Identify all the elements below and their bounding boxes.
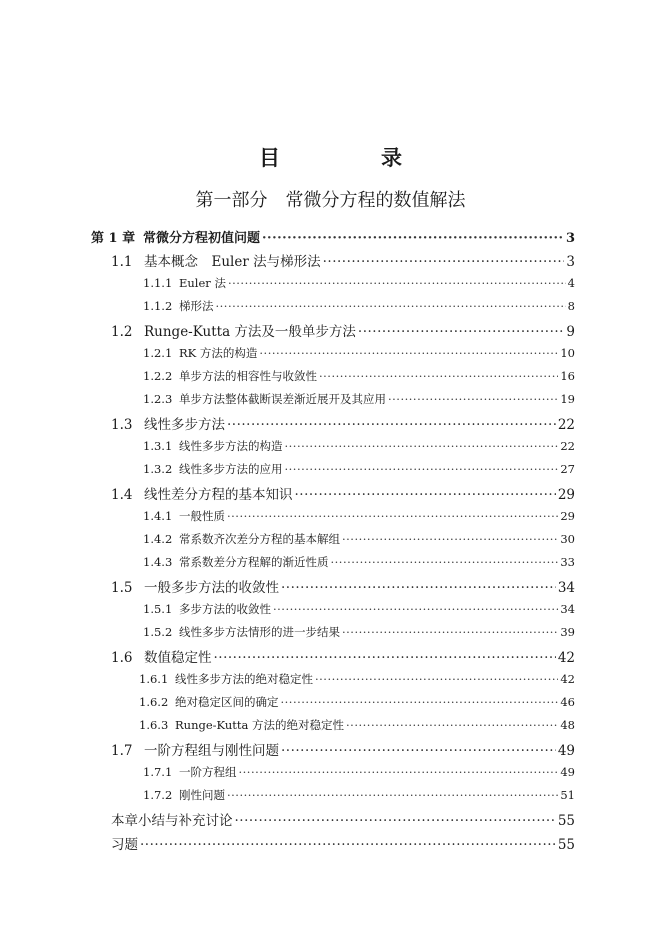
toc-page: 16 <box>560 369 575 383</box>
leader-dots <box>227 417 556 433</box>
leader-dots <box>235 813 556 829</box>
toc-title: 线性多步方法的应用 <box>179 462 283 476</box>
toc-entry-1-6-1[interactable] <box>139 671 575 687</box>
toc-page: 10 <box>560 346 575 360</box>
leader-dots <box>239 765 559 779</box>
toc-title: 单步方法的相容性与收敛性 <box>179 369 317 383</box>
toc-entry-1-5-1[interactable] <box>143 601 575 617</box>
toc-page: 22 <box>560 439 575 453</box>
toc-page: 30 <box>560 532 575 546</box>
toc-page: 19 <box>560 392 575 406</box>
toc-page: 8 <box>567 299 575 313</box>
toc-entry-chapter-summary[interactable] <box>111 809 575 829</box>
toc-title: 线性多步方法的构造 <box>179 439 283 453</box>
toc-entry-1-2[interactable] <box>111 320 575 340</box>
toc-number: 1.2 <box>111 324 133 340</box>
toc-entry-1-2-3[interactable] <box>143 391 575 407</box>
toc-page: 34 <box>557 580 575 596</box>
toc-number: 1.4 <box>111 487 133 503</box>
toc-number: 1.2.1 <box>143 346 173 360</box>
page-title: 目 录 <box>259 145 442 170</box>
toc-title: 绝对稳定区间的确定 <box>175 695 279 709</box>
toc-page: 51 <box>560 788 575 802</box>
toc-entry-1-4-1[interactable] <box>143 508 575 524</box>
toc-number: 1.6.2 <box>139 695 169 709</box>
toc-title: 一阶方程组与刚性问题 <box>144 743 279 759</box>
toc-entry-1-3[interactable] <box>111 413 575 433</box>
leader-dots <box>315 672 558 686</box>
toc-title: 数值稳定性 <box>144 650 212 666</box>
toc-page: 48 <box>560 718 575 732</box>
toc-number: 1.4.3 <box>143 555 173 569</box>
leader-dots <box>342 532 558 546</box>
toc-number: 1.4.1 <box>143 509 173 523</box>
toc-title: 单步方法整体截断误差渐近展开及其应用 <box>179 392 386 406</box>
toc-entry-1-4[interactable] <box>111 483 575 503</box>
toc-page: 29 <box>557 487 575 503</box>
toc-number: 1.2.2 <box>143 369 173 383</box>
toc-entry-1-1[interactable] <box>111 250 575 270</box>
toc-number: 1.5.1 <box>143 602 173 616</box>
leader-dots <box>227 788 558 802</box>
toc-page: 49 <box>557 743 575 759</box>
toc-page: 49 <box>560 765 575 779</box>
leader-dots <box>358 324 564 340</box>
toc-title: 刚性问题 <box>179 788 225 802</box>
toc-title: 一般性质 <box>179 509 225 523</box>
toc-number: 1.7.2 <box>143 788 173 802</box>
toc-number: 1.2.3 <box>143 392 173 406</box>
toc-title: 线性多步方法的绝对稳定性 <box>175 672 313 686</box>
toc-page: 9 <box>566 324 575 340</box>
toc-page: 3 <box>565 231 575 246</box>
leader-dots <box>346 718 558 732</box>
toc-entry-1-7-1[interactable] <box>143 764 575 780</box>
toc-entry-1-6-3[interactable] <box>139 717 575 733</box>
leader-dots <box>323 254 565 270</box>
toc-title: 线性差分方程的基本知识 <box>144 487 293 503</box>
toc-title: 常系数齐次差分方程的基本解组 <box>179 532 340 546</box>
toc-number: 第 1 章 <box>91 231 136 246</box>
toc-entry-1-3-2[interactable] <box>143 461 575 477</box>
toc-number: 1.4.2 <box>143 532 173 546</box>
leader-dots <box>319 369 558 383</box>
toc-page: 3 <box>566 254 575 270</box>
toc-page: 39 <box>560 625 575 639</box>
leader-dots <box>342 625 558 639</box>
toc-title: 一阶方程组 <box>179 765 237 779</box>
leader-dots <box>388 392 558 406</box>
toc-number: 1.1.1 <box>143 276 173 290</box>
toc-page: 55 <box>557 837 575 853</box>
leader-dots <box>285 439 559 453</box>
toc-title: 线性多步方法 <box>144 417 225 433</box>
leader-dots <box>281 743 556 759</box>
toc-entry-1-5[interactable] <box>111 576 575 596</box>
toc-entry-1-2-2[interactable] <box>143 368 575 384</box>
toc-entry-1-2-1[interactable] <box>143 345 575 361</box>
leader-dots <box>331 555 559 569</box>
toc-entry-1-5-2[interactable] <box>143 624 575 640</box>
toc-number: 1.1 <box>111 254 133 270</box>
toc-entry-1-4-2[interactable] <box>143 531 575 547</box>
toc-title: Runge-Kutta 方法的绝对稳定性 <box>175 718 345 732</box>
toc-number: 1.3.2 <box>143 462 173 476</box>
leader-dots <box>227 509 558 523</box>
toc-title: 习题 <box>111 837 138 853</box>
toc-number: 1.6.3 <box>139 718 169 732</box>
toc-title: 常微分方程初值问题 <box>143 231 261 246</box>
toc-page: 29 <box>560 509 575 523</box>
toc-number: 1.7.1 <box>143 765 173 779</box>
leader-dots <box>295 487 556 503</box>
toc-number: 1.7 <box>111 743 133 759</box>
toc-title: RK 方法的构造 <box>179 346 258 360</box>
toc-entry-chapter-1[interactable] <box>91 227 575 246</box>
toc-title: 基本概念 Euler 法与梯形法 <box>144 254 321 270</box>
toc-number: 1.6.1 <box>139 672 169 686</box>
toc-number: 1.1.2 <box>143 299 173 313</box>
toc-page: 22 <box>557 417 575 433</box>
toc-number: 1.3 <box>111 417 133 433</box>
toc-entry-1-6[interactable] <box>111 646 575 666</box>
toc-page: 55 <box>557 813 575 829</box>
leader-dots <box>216 299 566 313</box>
toc-number: 1.5 <box>111 580 133 596</box>
leader-dots <box>281 580 556 596</box>
toc-number: 1.3.1 <box>143 439 173 453</box>
toc-title: Euler 法 <box>179 276 226 290</box>
toc-page: 46 <box>560 695 575 709</box>
toc-entry-1-4-3[interactable] <box>143 554 575 570</box>
toc-number: 1.5.2 <box>143 625 173 639</box>
toc-title: 一般多步方法的收敛性 <box>144 580 279 596</box>
toc-title: 常系数差分方程解的渐近性质 <box>179 555 329 569</box>
toc-title: Runge-Kutta 方法及一般单步方法 <box>144 324 356 340</box>
leader-dots <box>214 650 556 666</box>
leader-dots <box>285 462 559 476</box>
leader-dots <box>273 602 558 616</box>
part-title: 第一部分 常微分方程的数值解法 <box>195 190 466 211</box>
toc-entry-1-3-1[interactable] <box>143 438 575 454</box>
toc-page: 4 <box>567 276 575 290</box>
toc-page: 42 <box>560 672 575 686</box>
leader-dots <box>228 276 566 290</box>
toc-entry-exercises[interactable] <box>111 833 575 853</box>
toc-entry-1-1-2[interactable] <box>143 298 575 314</box>
toc-title: 本章小结与补充讨论 <box>111 813 233 829</box>
toc-page: 33 <box>560 555 575 569</box>
toc-entry-1-6-2[interactable] <box>139 694 575 710</box>
toc-title: 多步方法的收敛性 <box>179 602 271 616</box>
leader-dots <box>281 695 559 709</box>
toc-page: 34 <box>560 602 575 616</box>
leader-dots <box>259 346 558 360</box>
toc-title: 线性多步方法情形的进一步结果 <box>179 625 340 639</box>
toc-page: 42 <box>557 650 575 666</box>
leader-dots <box>140 837 556 853</box>
leader-dots <box>262 231 564 246</box>
toc-number: 1.6 <box>111 650 133 666</box>
toc-page: 27 <box>560 462 575 476</box>
toc-entry-1-7-2[interactable] <box>143 787 575 803</box>
toc-entry-1-7[interactable] <box>111 739 575 759</box>
toc-entry-1-1-1[interactable] <box>143 275 575 291</box>
toc-title: 梯形法 <box>179 299 214 313</box>
